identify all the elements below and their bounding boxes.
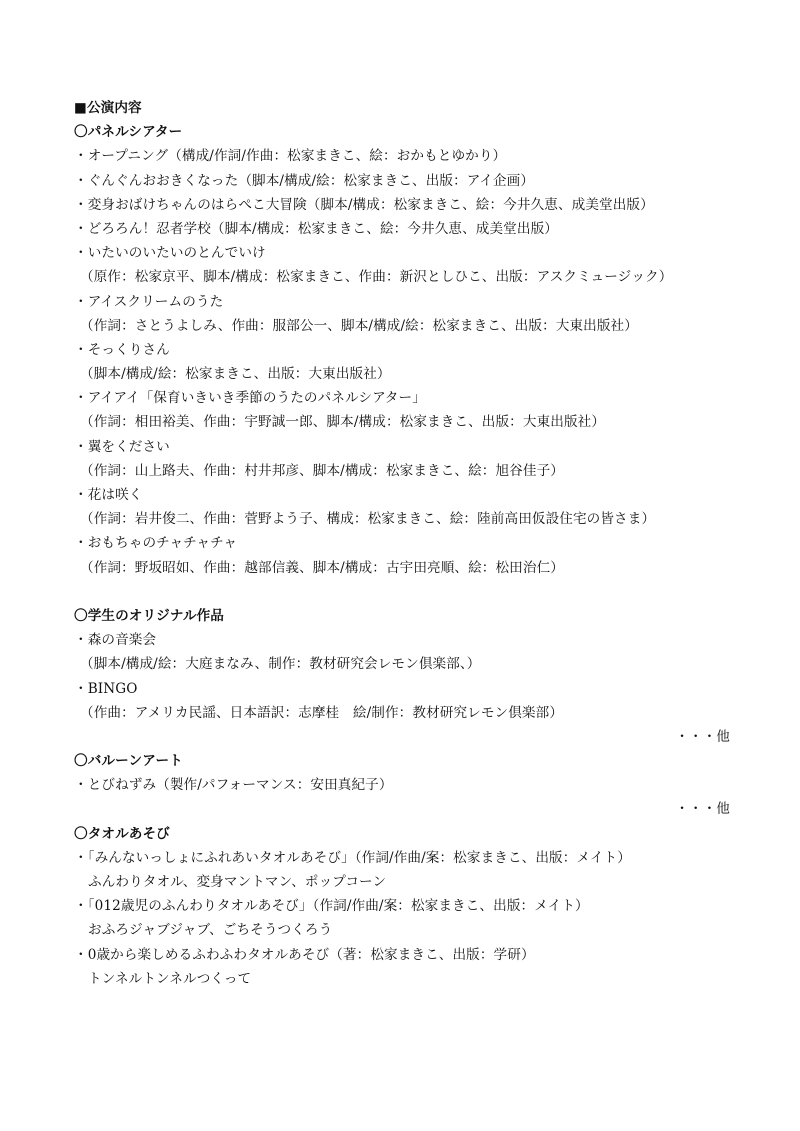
spacer [74,580,730,604]
panel-item-credit: （作詞：相田裕美、作曲：宇野誠一郎、脚本/構成：松家まきこ、出版：大東出版社） [80,414,606,431]
towel-item-songs: ふんわりタオル、変身マントマン、ポップコーン [88,874,387,890]
panel-item-credit: （脚本/構成/絵：松家まきこ、出版：大東出版社） [80,366,391,383]
panel-item-credit: （作詞：さとうよしみ、作曲：服部公一、脚本/構成/絵：松家まきこ、出版：大東出版社） [80,317,638,334]
towel-item-songs: トンネルトンネルつくって [88,970,252,987]
student-item-credit: （作曲：アメリカ民謡、日本語訳：志摩桂 絵/制作：教材研究レモン倶楽部） [80,704,564,721]
balloon-art-heading: 〇バルーンアート [74,753,183,770]
document-page [74,96,730,991]
towel-play-heading: 〇タオルあそび [74,825,170,842]
panel-item: ・オープニング（構成/作詞/作曲：松家まきこ、絵：おかもとゆかり） [74,148,507,165]
panel-theater-heading: 〇パネルシアター [74,124,183,141]
panel-item-credit: （作詞：野坂昭如、作曲：越部信義、脚本/構成：古宇田亮順、絵：松田治仁） [80,559,564,576]
panel-item: ・そっくりさん [74,341,170,358]
panel-item: ・花は咲く [74,487,143,503]
panel-item-credit: （原作：松家京平、脚本/構成：松家まきこ、作曲：新沢としひこ、出版：アスクミュージック） [80,269,673,286]
panel-item: ・変身おばけちゃんのはらぺこ大冒険（脚本/構成：松家まきこ、絵：今井久恵、成美堂出版） [74,196,654,213]
panel-item-credit: （作詞：山上路夫、作曲：村井邦彦、脚本/構成：松家まきこ、絵：旭谷佳子） [80,462,564,479]
panel-item: ・アイアイ「保育いきいき季節のうたのパネルシアター」 [74,390,426,407]
student-item: ・森の音楽会 [74,632,157,649]
towel-item: ・「みんないっしょにふれあいタオルあそび」（作詞/作曲/案：松家まきこ、出版：メイト） [74,849,631,866]
section-title: ■公演内容 [74,100,142,116]
balloon-etc: ・・・他 [675,801,730,818]
panel-item: ・翼をください [74,438,170,455]
student-works-heading: 〇学生のオリジナル作品 [74,607,224,624]
panel-item: ・おもちゃのチャチャチャ [74,535,238,552]
towel-item: ・0歳から楽しめるふわふわタオルあそび（著：松家まきこ、出版：学研） [74,946,535,963]
panel-item: ・どろろん！忍者学校（脚本/構成：松家まきこ、絵：今井久恵、成美堂出版） [74,220,558,237]
panel-item: ・アイスクリームのうた [74,293,224,310]
balloon-item: ・とびねずみ（製作/パフォーマンス：安田真紀子） [74,777,393,794]
panel-item-credit: （作詞：岩井俊二、作曲：菅野よう子、構成：松家まきこ、絵：陸前高田仮設住宅の皆さま） [80,511,656,528]
towel-item: ・「012歳児のふんわりタオルあそび」（作詞/作曲/案：松家まきこ、出版：メイト） [74,898,589,915]
panel-item: ・ぐんぐんおおきくなった（脚本/構成/絵：松家まきこ、出版：アイ企画） [74,172,535,189]
student-etc: ・・・他 [675,728,730,745]
towel-item-songs: おふろジャブジャブ、ごちそうつくろう [88,922,333,939]
student-item-credit: （脚本/構成/絵：大庭まなみ、制作：教材研究会レモン倶楽部、） [80,656,481,673]
panel-item: ・いたいのいたいのとんでいけ [74,245,266,262]
student-item: ・BINGO [74,680,138,697]
